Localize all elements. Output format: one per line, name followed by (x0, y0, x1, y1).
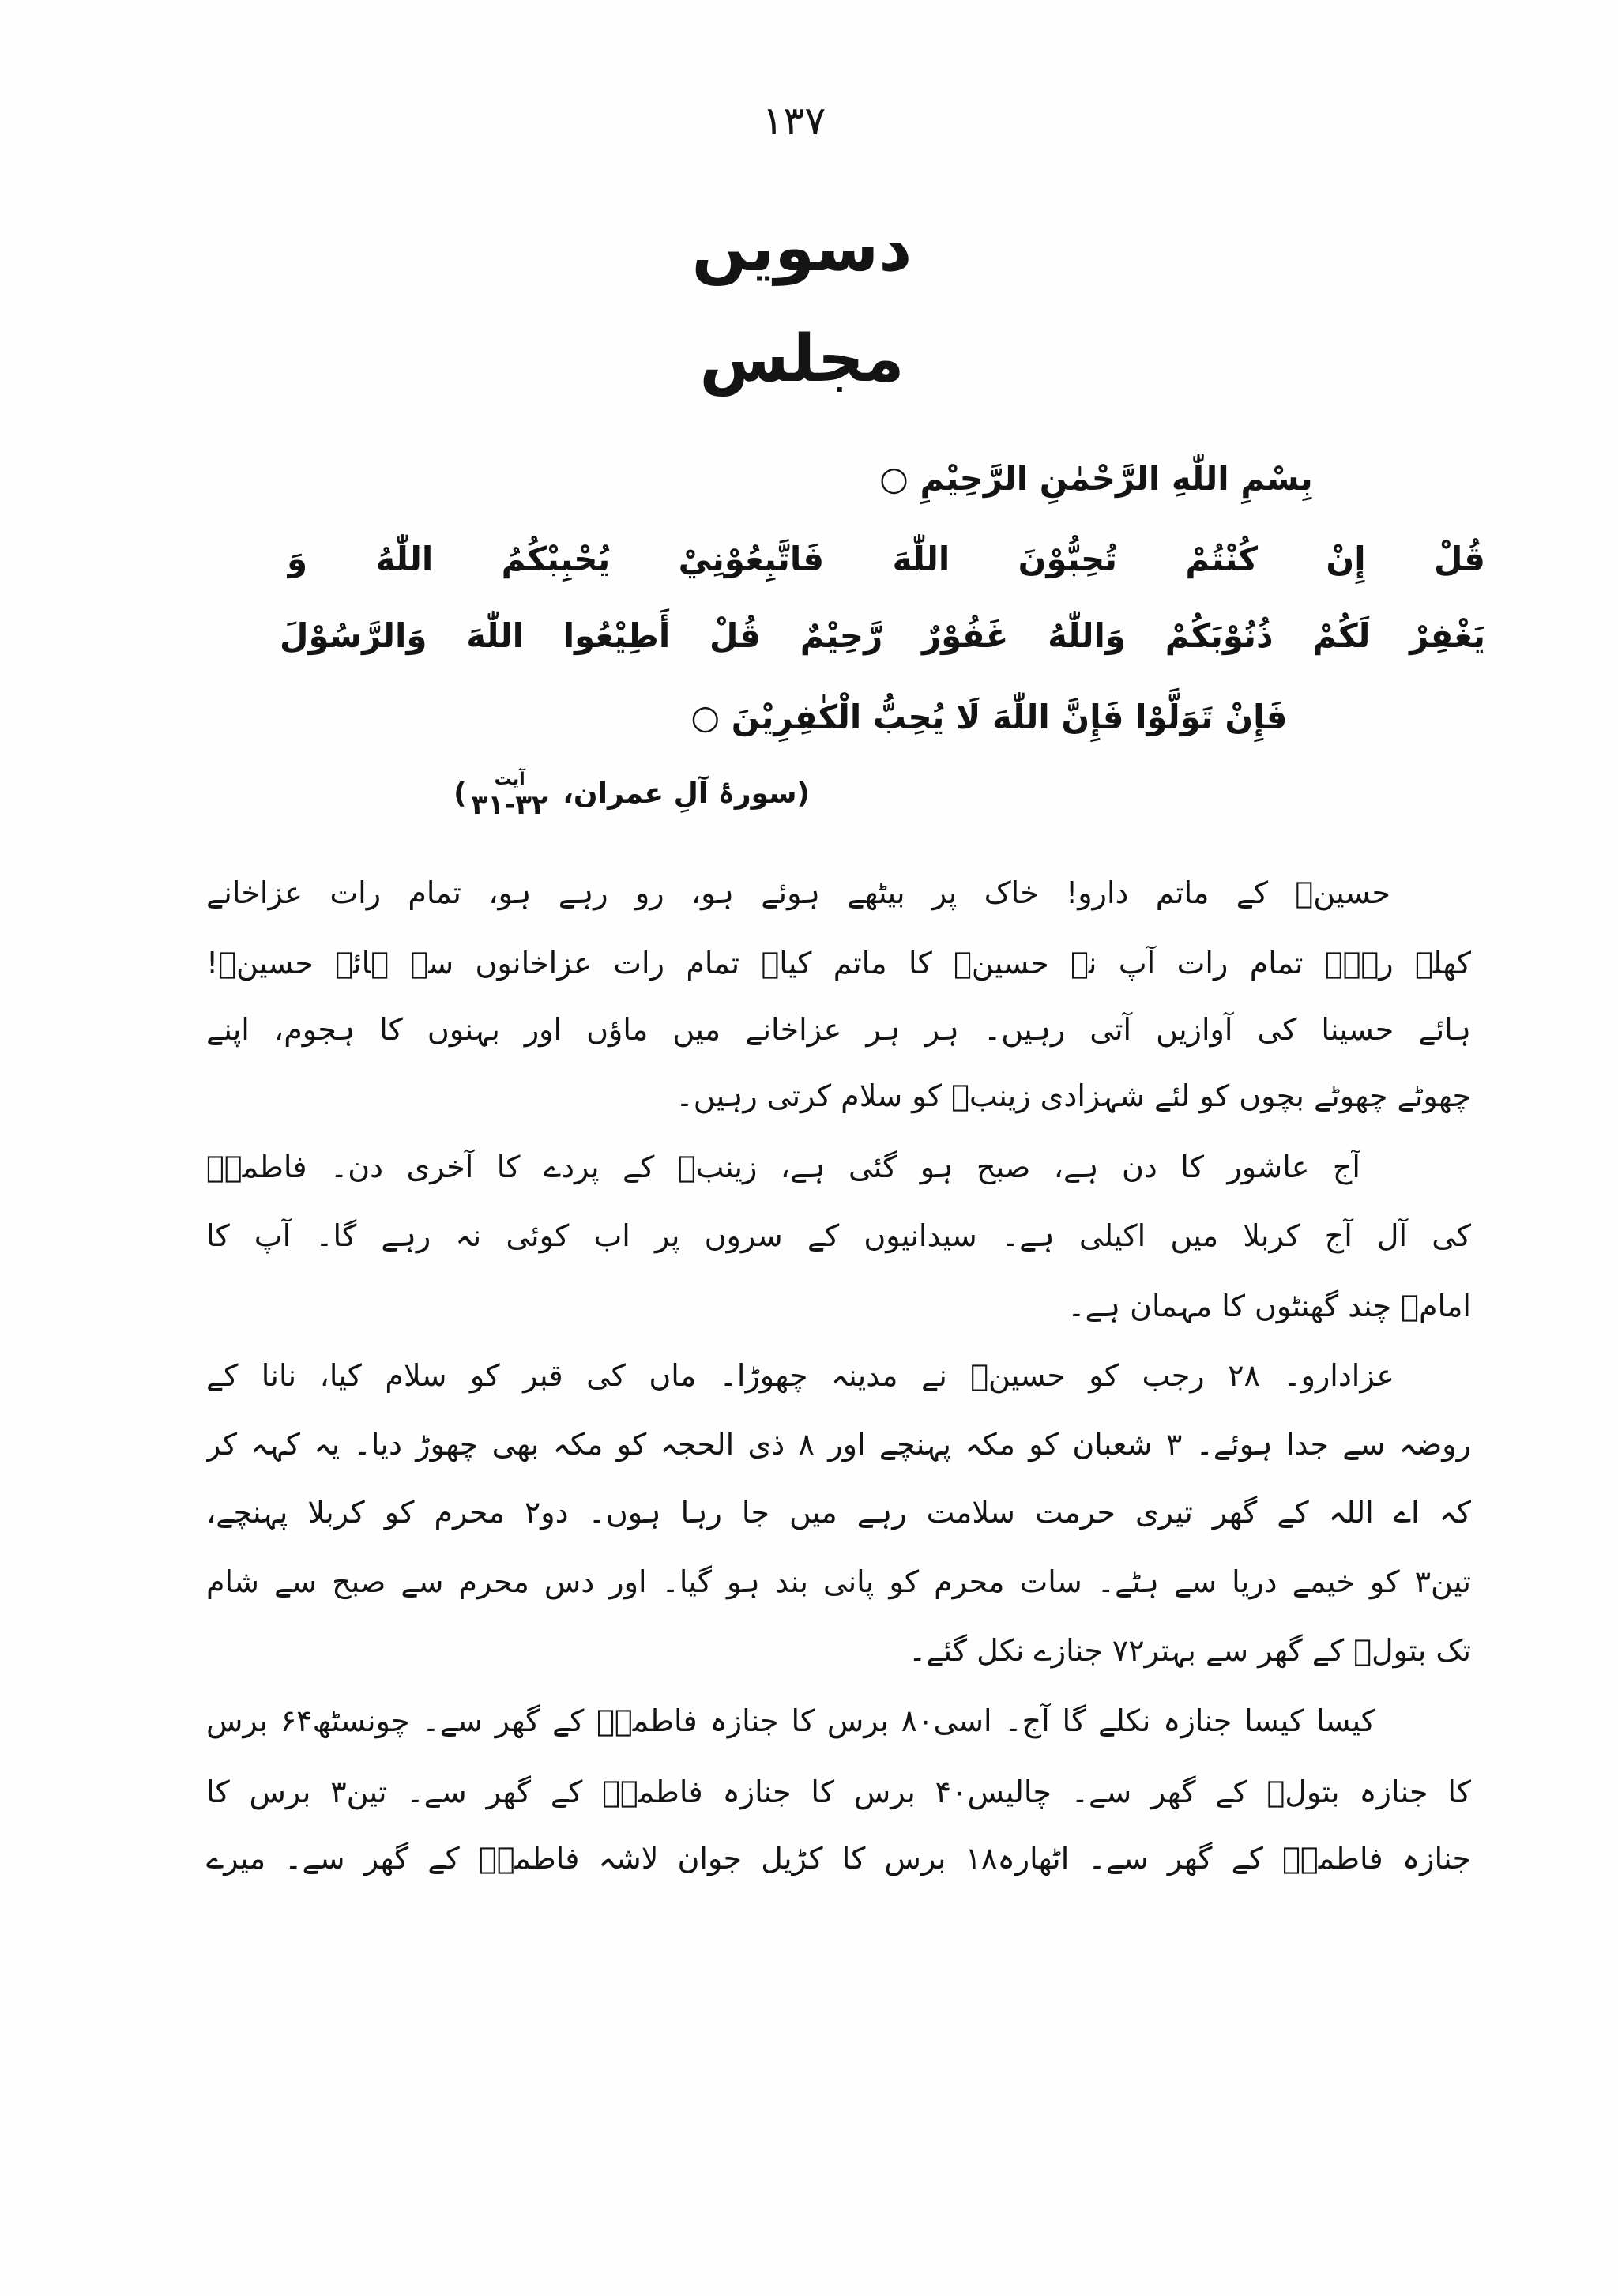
verse-bismillah: بِسْمِ اللّٰهِ الرَّحْمٰنِ الرَّحِيْمِ ○ (879, 459, 1313, 498)
body-line: کی آل آج کربلا میں اکیلی ہے۔ سیدانیوں کے سروں پر اب کوئی نہ رہے گا۔ آپ کا (206, 1218, 1471, 1253)
ayat-block (472, 771, 548, 819)
surah-reference (352, 758, 810, 830)
verse-line: فَإِنْ تَوَلَّوْا فَإِنَّ اللّٰهَ لَا يُحِبُّ الْكٰفِرِيْنَ ○ (690, 698, 1288, 736)
body-line: کیسا کیسا جنازہ نکلے گا آج۔ اسی۸۰ برس کا جنازہ فاطمہؑ کے گھر سے۔ چونسٹھ۶۴ برس (206, 1703, 1375, 1738)
page-number: ۱۳۷ (762, 98, 826, 144)
body-line: کھلے رہے۔ تمام رات آپ نے حسینؑ کا ماتم کیا۔ تمام رات عزاخانوں سے ہائے حسینؑ! (206, 946, 1471, 981)
body-line: تین۳ کو خیمے دریا سے ہٹے۔ سات محرم کو پانی بند ہو گیا۔ اور دس محرم سے صبح سے شام (206, 1564, 1471, 1599)
chapter-title: دسویں مجلس (691, 211, 912, 397)
body-line: حسینؑ کے ماتم دارو! خاک پر بیٹھے ہوئے ہو، رو رہے ہو، تمام رات عزاخانے (206, 875, 1390, 910)
body-line: آج عاشور کا دن ہے، صبح ہو گئی ہے، زینبؑ کے پردے کا آخری دن۔ فاطمہؑ (206, 1150, 1360, 1184)
body-line: روضہ سے جدا ہوئے۔ ۳ شعبان کو مکہ پہنچے اور ۸ ذی الحجہ کو مکہ بھی چھوڑ دیا۔ یہ کہہ کر (206, 1427, 1471, 1462)
body-line: کہ اے اللہ کے گھر تیری حرمت سلامت رہے میں جا رہا ہوں۔ دو۲ محرم کو کربلا پہنچے، (206, 1495, 1471, 1530)
verse-line: يَغْفِرْ لَكُمْ ذُنُوْبَكُمْ وَاللّٰهُ غَفُوْرٌ رَّحِيْمٌ قُلْ أَطِيْعُوا اللّٰهَ وَالرَّسُوْلَ (280, 616, 1485, 655)
body-line: امامؑ چند گھنٹوں کا مہمان ہے۔ (1067, 1289, 1471, 1323)
reference-close-paren: ) (453, 777, 467, 810)
ayat-label: آیت (494, 770, 525, 789)
body-line: کا جنازہ بتولؑ کے گھر سے۔ چالیس۴۰ برس کا جنازہ فاطمہؑ کے گھر سے۔ تین۳ برس کا (206, 1775, 1471, 1809)
surah-name: سورۂ آلِ عمران، (563, 777, 797, 810)
body-line: ہائے حسینا کی آوازیں آتی رہیں۔ ہر ہر عزاخانے میں ماؤں اور بہنوں کا ہجوم، اپنے (206, 1012, 1471, 1047)
body-line: چھوٹے چھوٹے بچوں کو لئے شہزادی زینبؑ کو سلام کرتی رہیں۔ (675, 1078, 1471, 1113)
ayat-numbers: ۳۱-۳۲ (471, 789, 548, 821)
reference-open-paren: ( (796, 777, 810, 810)
verse-line: قُلْ إِنْ كُنْتُمْ تُحِبُّوْنَ اللّٰهَ فَاتَّبِعُوْنِيْ يُحْبِبْكُمُ اللّٰهُ وَ (287, 540, 1485, 578)
body-line: تک بتولؑ کے گھر سے بہتر۷۲ جنازے نکل گئے۔ (908, 1633, 1471, 1668)
body-line: عزادارو۔ ۲۸ رجب کو حسینؑ نے مدینہ چھوڑا۔ ماں کی قبر کو سلام کیا، نانا کے (206, 1358, 1394, 1393)
body-line: جنازہ فاطمہؑ کے گھر سے۔ اٹھارہ۱۸ برس کا کڑیل جوان لاشہ فاطمہؑ کے گھر سے۔ میرے (206, 1841, 1471, 1876)
